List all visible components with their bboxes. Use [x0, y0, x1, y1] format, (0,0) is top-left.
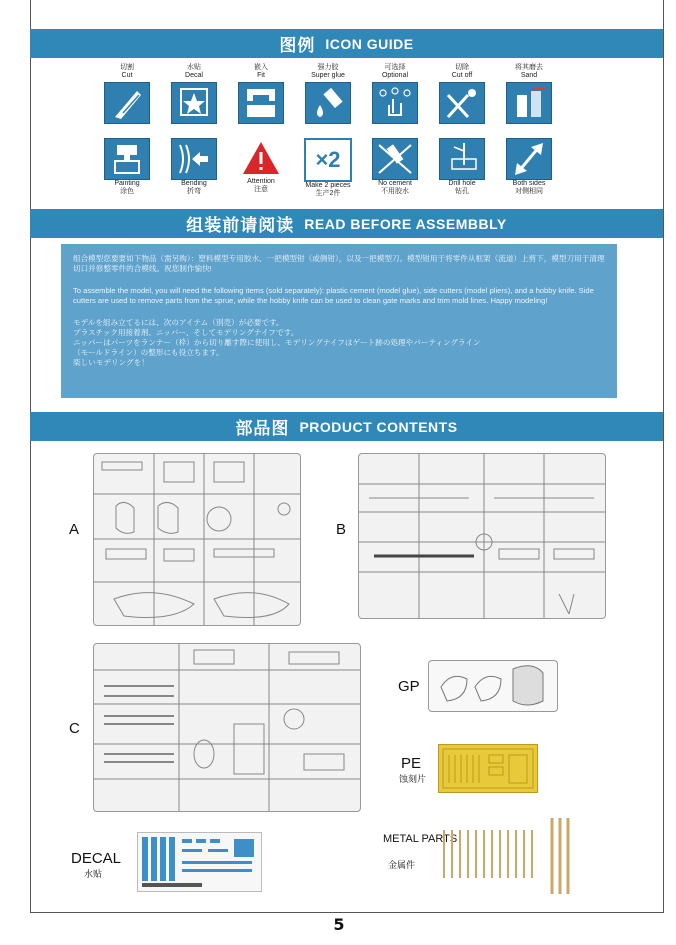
icon-label-cn: 强力胶: [317, 64, 339, 71]
part-label-decal: DECAL: [71, 850, 122, 867]
icon-bending: [162, 136, 226, 196]
icon-label-en: No cement: [378, 180, 412, 187]
sand-icon: [506, 82, 552, 124]
part-label-pe: PE: [401, 755, 422, 772]
instructions-jp-line: プラスチック用接着剤、ニッパー、そしてモデリングナイフです。: [73, 328, 299, 337]
icon-guide-title-cn: 图例: [279, 36, 316, 56]
blade-icon: [104, 82, 150, 124]
part-sub-decal: 水贴: [84, 870, 103, 880]
icon-label-en: Attention: [247, 178, 275, 185]
icon-label-cn: 可选择: [384, 64, 406, 71]
instructions-jp-line: 楽しいモデリングを！: [73, 358, 149, 367]
part-label-metal: METAL PARTS: [383, 833, 458, 845]
icon-guide-banner: [30, 29, 663, 58]
icon-label-en: Optional: [381, 72, 409, 79]
read-before-title-cn: 组装前请阅读: [186, 216, 295, 236]
icon-cut: [95, 64, 159, 124]
icon-label-en: Both sides: [512, 180, 546, 187]
warning-icon: [239, 138, 283, 178]
glue-drop-icon: [305, 82, 351, 124]
icon-attention: [229, 136, 293, 194]
icon-both-sides: [497, 136, 561, 196]
instructions-en: To assemble the model, you will need the following items (sold separately): plastic cement (model glue), side cutters (model pliers), and a hobby knife. Side cutters are used to remove parts from the sprue, while the hobby knife can be used to clean gate marks and trim mold lines. Happy modeling!: [73, 286, 594, 305]
contents-title-en: PRODUCT CONTENTS: [299, 418, 458, 435]
icon-label-cn: 注意: [254, 186, 268, 193]
paint-brush-icon: [104, 138, 150, 180]
sprue-b-image: [358, 453, 606, 619]
page-number: 5: [333, 915, 345, 934]
fit-icon: [238, 82, 284, 124]
icon-label-en: Cut off: [451, 72, 473, 79]
icon-label-en: Sand: [520, 72, 538, 79]
icon-super-glue: [296, 64, 360, 124]
icon-fit: [229, 64, 293, 124]
icon-no-cement: [363, 136, 427, 196]
read-before-title-en: READ BEFORE ASSEMBBLY: [304, 215, 507, 232]
instructions-jp-line: ニッパーはパーツをランナー（枠）から切り離す際に使用し、モデリングナイフはゲート跡の処理やパーティングライン: [73, 338, 481, 347]
icon-label-cn: 涂色: [120, 188, 134, 195]
part-label-gp: GP: [398, 678, 420, 695]
part-label-a: A: [69, 521, 80, 538]
icon-label-en: Fit: [257, 72, 265, 79]
icon-label-cn: 对侧相同: [515, 188, 543, 195]
drill-icon: [439, 138, 485, 180]
icon-guide-title-en: ICON GUIDE: [325, 35, 414, 52]
part-label-c: C: [69, 720, 80, 737]
times-two-icon: ×2: [304, 138, 352, 182]
icon-label-cn: 不用胶水: [381, 188, 409, 195]
icon-label-en: Cut: [121, 72, 133, 79]
icon-label-en: Super glue: [311, 72, 345, 79]
icon-label-en: Bending: [181, 180, 207, 187]
icon-label-cn: 钻孔: [455, 188, 469, 195]
part-label-b: B: [336, 521, 347, 538]
icon-label-cn: 水贴: [187, 64, 201, 71]
instructions-jp-line: （モールドライン）の整形にも役立ちます。: [73, 348, 224, 357]
icon-label-cn: 切除: [455, 64, 469, 71]
decal-star-icon: [171, 82, 217, 124]
icon-label-en: Decal: [185, 72, 203, 79]
icon-painting: [95, 136, 159, 196]
metal-parts-image: [440, 818, 576, 896]
icon-decal: [162, 64, 226, 124]
instructions-cn: 组合模型您要要如下物品（需另购）：塑料模型专用胶水、一把模型钳（或侧钳），以及一把模型刀。模型钳用于将零件从框架（流道）上剪下，模型刀用于清理切口并修整零件的合模线。祝您制作愉快!: [73, 254, 605, 273]
icon-label-cn: 生产2件: [315, 190, 341, 197]
contents-title-cn: 部品图: [235, 419, 290, 439]
icon-label-en: Drill hole: [448, 180, 476, 187]
sprue-c-image: [93, 643, 361, 812]
part-sub-metal: 金属件: [388, 861, 416, 871]
pe-photo-etch-sheet: [438, 744, 538, 793]
icon-label-cn: 切割: [120, 64, 134, 71]
part-sub-pe: 蚀刻片: [399, 775, 427, 785]
decal-sheet-image: [137, 832, 262, 892]
icon-drill-hole: [430, 136, 494, 196]
icon-label-cn: 折弯: [187, 188, 201, 195]
icon-label-cn: 嵌入: [254, 64, 268, 71]
no-cement-icon: [372, 138, 418, 180]
icon-optional: [363, 64, 427, 124]
icon-label-cn: 将其磨去: [515, 64, 543, 71]
bending-arrow-icon: [171, 138, 217, 180]
instructions-jp-line: モデルを組み立てるには、次のアイテム（別売）が必要です。: [73, 318, 284, 327]
sprue-a-image: [93, 453, 301, 626]
icon-sand: [497, 64, 561, 124]
icon-make-two: [296, 136, 360, 198]
both-sides-icon: [506, 138, 552, 180]
cutter-icon: [439, 82, 485, 124]
optional-hand-icon: [372, 82, 418, 124]
read-before-banner: [30, 209, 663, 238]
product-contents-banner: [30, 412, 663, 441]
gp-clear-parts-image: [428, 660, 558, 712]
icon-cut-off: [430, 64, 494, 124]
icon-label-en: Painting: [114, 180, 140, 187]
read-before-text-box: [61, 244, 617, 398]
icon-label-en: Make 2 pieces: [305, 182, 351, 189]
